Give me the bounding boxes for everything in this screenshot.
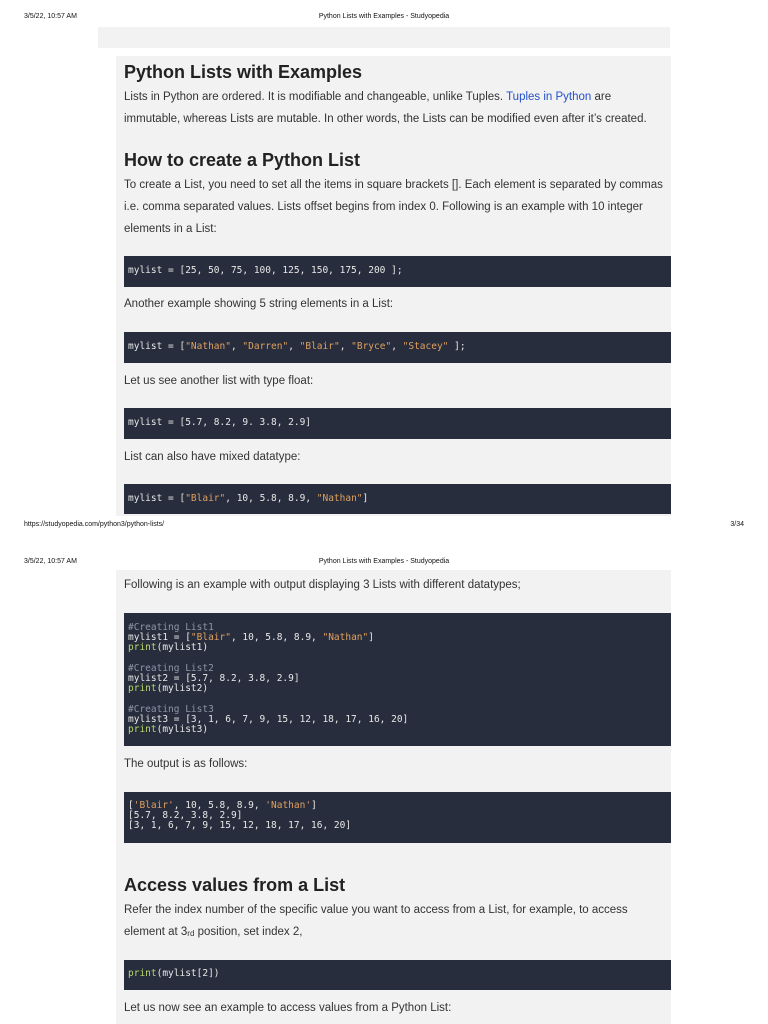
code-block-floats bbox=[124, 408, 671, 439]
access-text-line2-end: position, set index 2, bbox=[194, 926, 303, 938]
output-line: [3, 1, 6, 7, 9, 15, 12, 18, 17, 16, 20] bbox=[128, 820, 352, 831]
mixed-paragraph: List can also have mixed datatype: bbox=[124, 451, 301, 463]
strings-paragraph: Another example showing 5 string elements in a List: bbox=[124, 298, 394, 310]
ordinal-suffix: rd bbox=[187, 929, 195, 938]
print-title: Python Lists with Examples - Studyopedia bbox=[318, 558, 450, 565]
print-header-page2 bbox=[0, 555, 768, 569]
page-number: 3/34 bbox=[730, 521, 744, 528]
code-line: mylist = ["Blair", 10, 5.8, 8.9, "Nathan"] bbox=[128, 493, 369, 504]
code-line: print(mylist2) bbox=[128, 683, 209, 694]
code-comment: #Creating List2 bbox=[128, 663, 214, 674]
top-banner-strip bbox=[98, 27, 670, 48]
intro-text-end: are bbox=[591, 91, 612, 103]
output-follows-paragraph: The output is as follows: bbox=[124, 758, 248, 770]
create-paragraph bbox=[124, 174, 672, 240]
code-block-three-lists bbox=[124, 613, 671, 746]
code-line: print(mylist1) bbox=[128, 642, 209, 653]
create-text-line3: elements in a List: bbox=[124, 223, 217, 235]
code-block-strings bbox=[124, 332, 671, 363]
print-header-page1 bbox=[0, 10, 768, 24]
print-url: https://studyopedia.com/python3/python-lists/ bbox=[24, 521, 165, 528]
code-line: mylist2 = [5.7, 8.2, 3.8, 2.9] bbox=[128, 673, 300, 684]
print-date: 3/5/22, 10:57 AM bbox=[24, 13, 77, 20]
heading-access-values: Access values from a List bbox=[124, 875, 346, 895]
intro-text: Lists in Python are ordered. It is modifiable and changeable, unlike Tuples. bbox=[124, 91, 507, 103]
code-line: print(mylist3) bbox=[128, 724, 209, 735]
code-line: mylist = ["Nathan", "Darren", "Blair", "Bryce", "Stacey" ]; bbox=[128, 341, 466, 352]
code-line: mylist3 = [3, 1, 6, 7, 9, 15, 12, 18, 17, 16, 20] bbox=[128, 714, 409, 725]
print-title: Python Lists with Examples - Studyopedia bbox=[318, 13, 450, 20]
output-line: ['Blair', 10, 5.8, 8.9, 'Nathan'] bbox=[128, 800, 317, 811]
code-comment: #Creating List3 bbox=[128, 704, 214, 715]
access-example-paragraph: Let us now see an example to access values from a Python List: bbox=[124, 1002, 452, 1014]
output-block bbox=[124, 792, 671, 843]
access-paragraph bbox=[124, 899, 672, 945]
intro-paragraph bbox=[124, 86, 672, 130]
heading-create-list: How to create a Python List bbox=[124, 150, 361, 170]
code-line: print(mylist[2]) bbox=[128, 968, 220, 979]
output-example-paragraph: Following is an example with output displaying 3 Lists with different datatypes; bbox=[124, 579, 521, 591]
access-text-line2: element at 3 bbox=[124, 926, 188, 938]
code-comment: #Creating List1 bbox=[128, 622, 214, 633]
access-text-line1: Refer the index number of the specific value you want to access from a List, for example, to access bbox=[124, 904, 628, 916]
create-text-line1: To create a List, you need to set all the items in square brackets []. Each element is separated by commas bbox=[124, 179, 663, 191]
float-paragraph: Let us see another list with type float: bbox=[124, 375, 314, 387]
create-text-line2: i.e. comma separated values. Lists offset begins from index 0. Following is an example with 10 integer bbox=[124, 201, 643, 213]
code-line: mylist = [25, 50, 75, 100, 125, 150, 175, 200 ]; bbox=[128, 265, 403, 276]
tuples-link[interactable]: Tuples in Python bbox=[506, 91, 592, 103]
code-line: mylist1 = ["Blair", 10, 5.8, 8.9, "Nathan"] bbox=[128, 632, 374, 643]
print-footer-page1 bbox=[0, 518, 768, 532]
code-block-integers bbox=[124, 256, 671, 287]
code-block-mixed bbox=[124, 484, 671, 514]
page-title: Python Lists with Examples bbox=[124, 62, 363, 82]
code-block-access bbox=[124, 960, 671, 990]
output-line: [5.7, 8.2, 3.8, 2.9] bbox=[128, 810, 243, 821]
intro-text-line2: immutable, whereas Lists are mutable. In other words, the Lists can be modified even after it’s created. bbox=[124, 113, 647, 125]
print-date: 3/5/22, 10:57 AM bbox=[24, 558, 77, 565]
code-line: mylist = [5.7, 8.2, 9. 3.8, 2.9] bbox=[128, 417, 312, 428]
